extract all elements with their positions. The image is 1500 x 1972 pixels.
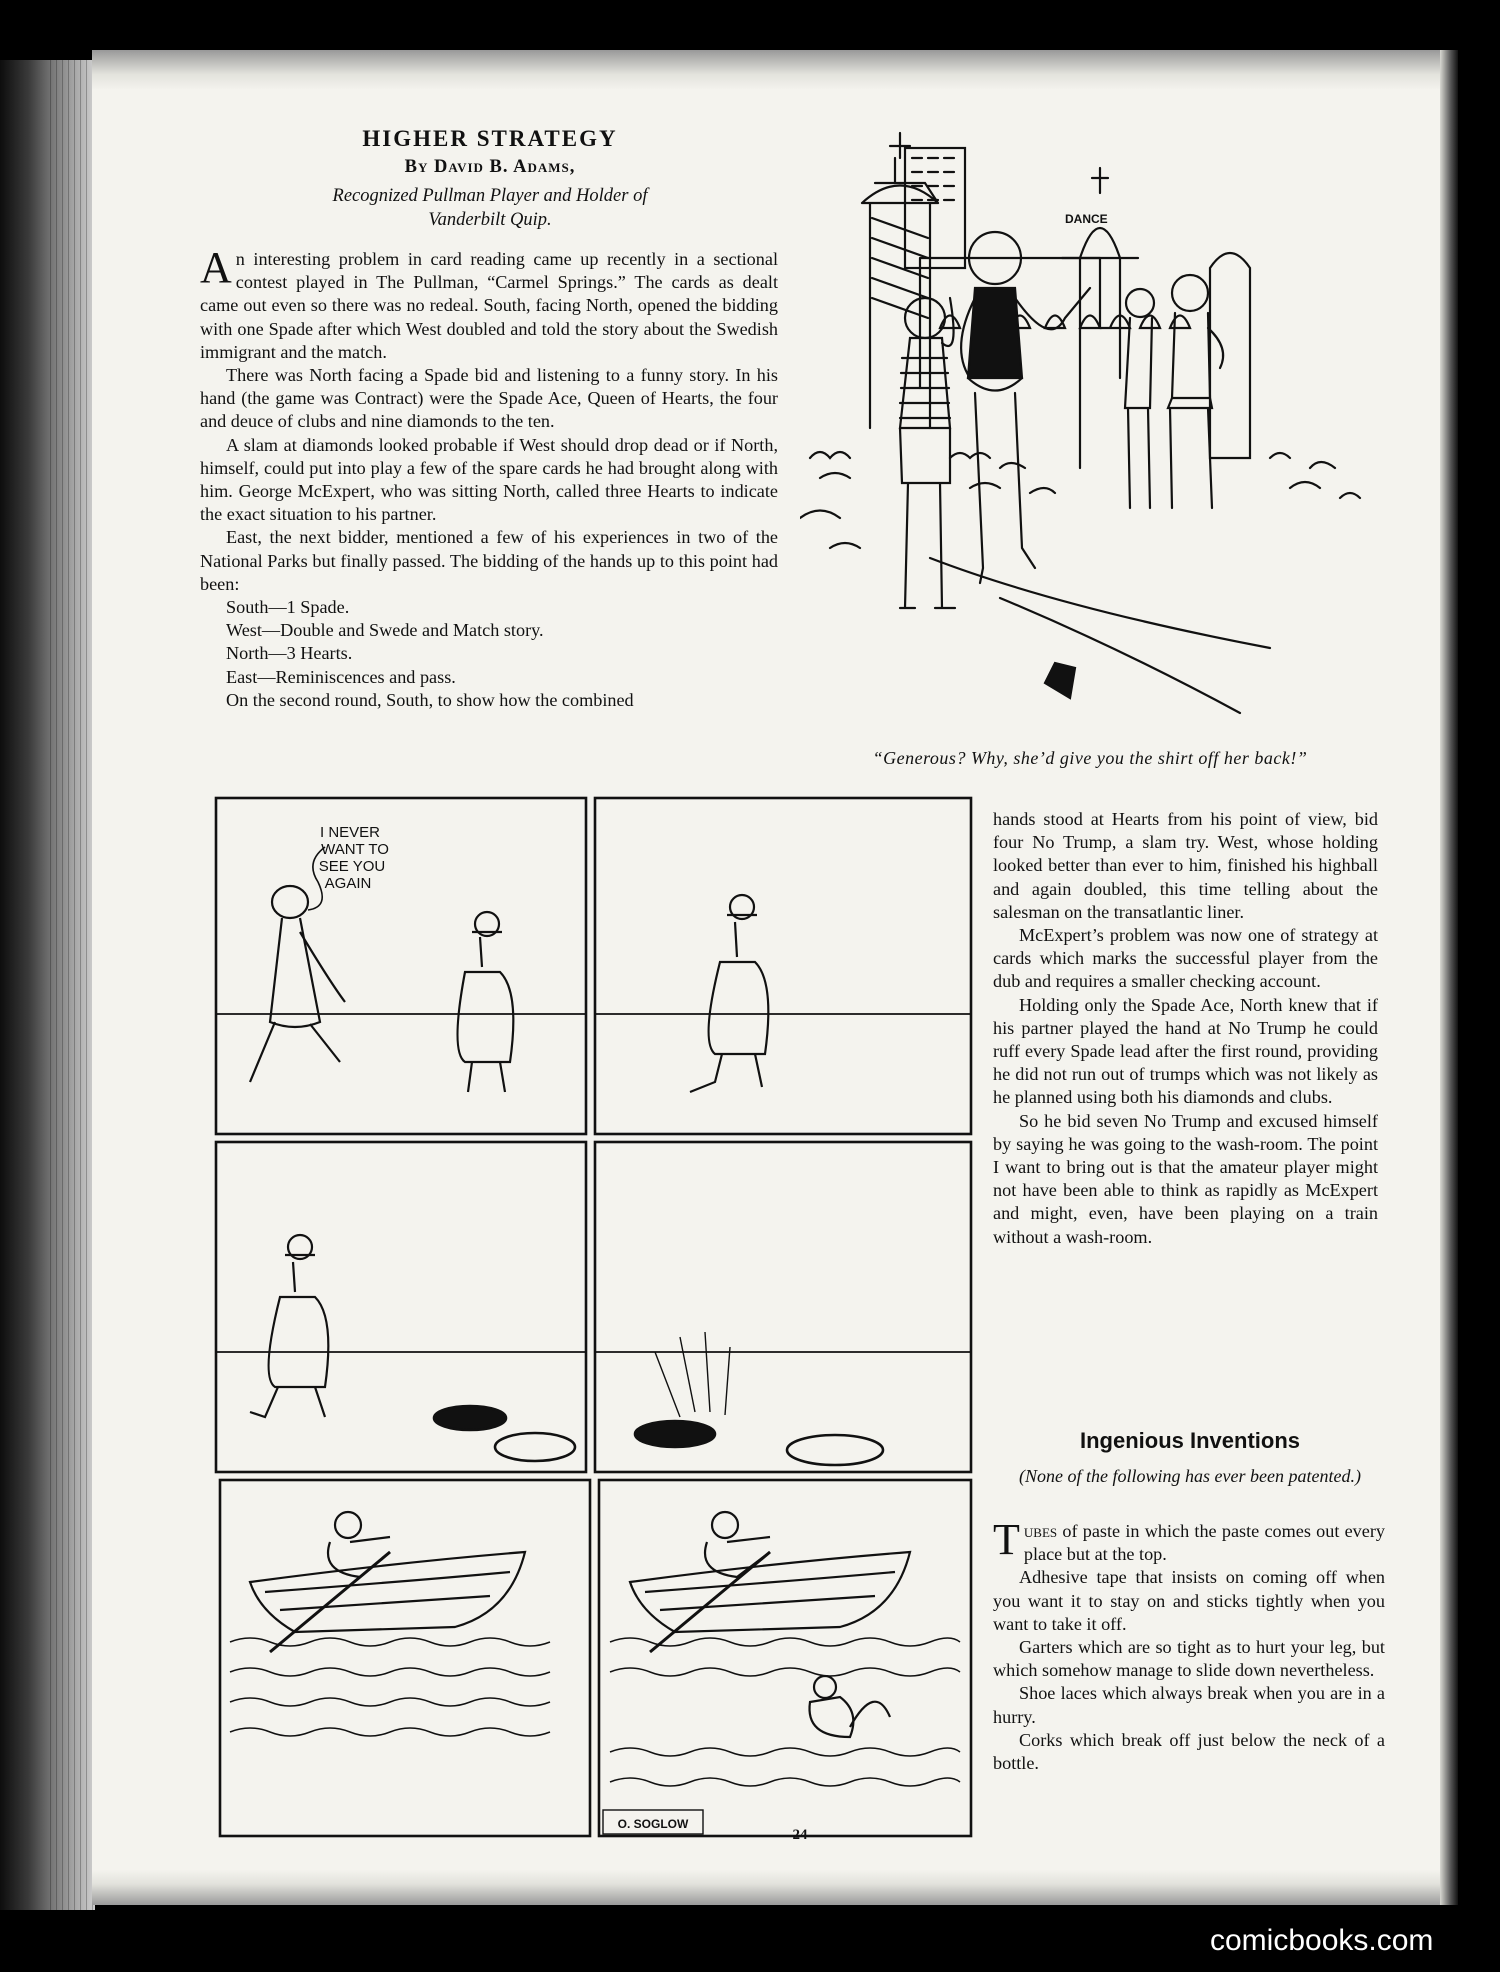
man-walking-alone	[690, 895, 768, 1092]
article-column-left	[200, 243, 778, 712]
credential-line: Vanderbilt Quip.	[428, 210, 552, 230]
article-byline: By David B. Adams,	[404, 157, 576, 177]
rowboat-panel-6	[630, 1512, 910, 1652]
speech-text: SEE YOU	[318, 858, 386, 875]
speech-text: AGAIN	[324, 875, 372, 892]
credential-line: Recognized Pullman Player and Holder of	[332, 186, 648, 206]
article-paragraph: On the second round, South, to show how the combined	[226, 689, 634, 710]
page-number: 24	[792, 1827, 808, 1843]
drop-cap: T	[993, 1515, 1020, 1564]
man-in-water	[810, 1676, 891, 1737]
comic-panel-3	[216, 1142, 586, 1472]
article-paragraph: An interesting problem in card reading came up recently in a sectional contest played in The Pullman, “Carmel Springs.” The cards as dealt came out even so there was no redeal. South, facing North, opened the bidding with one Spade after which West doubled and told the story about the Swedish immigrant and the match.	[200, 243, 778, 362]
article-paragraph: There was North facing a Spade bid and listening to a funny story. In his hand (the game was Contract) were the Spade Ace, Queen of Hearts, the four and deuce of clubs and nine diamonds to the ten.	[200, 365, 778, 432]
inventions-column	[993, 1515, 1385, 1775]
bid-line: North—3 Hearts.	[226, 643, 353, 664]
tower-sign: DANCE	[1065, 212, 1108, 226]
man-near-manhole	[250, 1235, 328, 1417]
man-bowler-hat	[458, 912, 514, 1092]
beach-cartoon-illustration	[800, 128, 1370, 748]
woman-walking	[250, 886, 345, 1082]
waves	[610, 1638, 960, 1786]
rowboat-panel-5	[250, 1512, 525, 1652]
tower-left	[862, 183, 938, 428]
invention-item: Corks which break off just below the neck of a bottle.	[993, 1729, 1385, 1774]
bid-line: West—Double and Swede and Match story.	[226, 620, 544, 641]
comic-panel-6	[599, 1480, 971, 1836]
invention-item: Tubes of paste in which the paste comes out every place but at the top.	[993, 1515, 1385, 1565]
couple-right	[1125, 275, 1223, 508]
author-credential	[230, 184, 750, 232]
site-watermark: comicbooks.com	[1210, 1924, 1434, 1957]
soglow-comic-strip	[210, 792, 980, 1842]
comic-panel-5	[220, 1480, 590, 1836]
article-paragraph: hands stood at Hearts from his point of view, bid four No Trump, a slam try. West, whose holding looked better than ever to him, finished his highball and again doubled, this time telling about the salesman on the transatlantic liner.	[993, 809, 1378, 922]
signboard	[905, 148, 965, 268]
artist-signature: O. SOGLOW	[617, 1817, 689, 1831]
comic-panel-1	[216, 798, 586, 1134]
article-column-right	[993, 808, 1378, 1249]
open-manhole	[434, 1406, 506, 1430]
speech-text: I NEVER	[319, 824, 381, 841]
article-paragraph: East, the next bidder, mentioned a few of his experiences in two of the National Parks but finally passed. The bidding of the hands up to this point had been:	[200, 527, 778, 594]
article-paragraph: So he bid seven No Trump and excused himself by saying he was going to the wash-room. The point I want to bring out is that the amateur player might not have been able to think as rapidly as McExpert and might, even, have been playing on a train without a wash-room.	[993, 1110, 1378, 1247]
article-title: HIGHER STRATEGY	[362, 126, 618, 151]
page-bottom-shadow	[92, 1870, 1452, 1905]
man-striped-bathing-suit	[900, 298, 955, 608]
page-edges	[50, 60, 98, 1910]
drop-cap: A	[200, 243, 232, 292]
manhole-cover	[787, 1435, 883, 1465]
bid-line: East—Reminiscences and pass.	[226, 666, 456, 687]
invention-item: Shoe laces which always break when you are in a hurry.	[993, 1683, 1385, 1727]
article-paragraph: A slam at diamonds looked probable if West should drop dead or if North, himself, could put into play a few of the spare cards he had brought along with him. George McExpert, who was sitting North, called three Hearts to indicate the exact situation to his partner.	[200, 434, 778, 525]
speech-text: WANT TO	[321, 841, 389, 858]
article-paragraph: McExpert’s problem was now one of strategy at cards which marks the successful player from the dub and requires a smaller checking account.	[993, 925, 1378, 992]
article-paragraph: Holding only the Spade Ace, North knew that if his partner played the hand at No Trump he could ruff every Spade lead after the first round, providing he did not run out of trumps which was not likely as he planned using both his diamonds and clubs.	[993, 994, 1378, 1108]
bid-line: South—1 Spade.	[226, 597, 350, 618]
right-gutter-shadow	[1440, 50, 1458, 1905]
illustration-caption: “Generous? Why, she’d give you the shirt off her back!”	[872, 748, 1308, 768]
woman-black-swimsuit	[961, 232, 1090, 583]
comic-panel-2	[595, 798, 971, 1134]
section-heading: Ingenious Inventions	[1079, 1428, 1300, 1453]
manhole-cover	[495, 1433, 575, 1461]
invention-item: Adhesive tape that insists on coming off when you want it to stay on and sticks tightly when you want to take it off.	[993, 1567, 1385, 1634]
open-manhole	[635, 1421, 715, 1447]
waves	[230, 1638, 550, 1736]
motion-lines	[655, 1332, 730, 1417]
page-top-shadow	[92, 50, 1452, 90]
invention-item: Garters which are so tight as to hurt your leg, but which somehow manage to slide down nevertheless.	[993, 1637, 1385, 1681]
section-subtitle: (None of the following has ever been patented.)	[1019, 1466, 1361, 1486]
dog	[1045, 663, 1075, 698]
